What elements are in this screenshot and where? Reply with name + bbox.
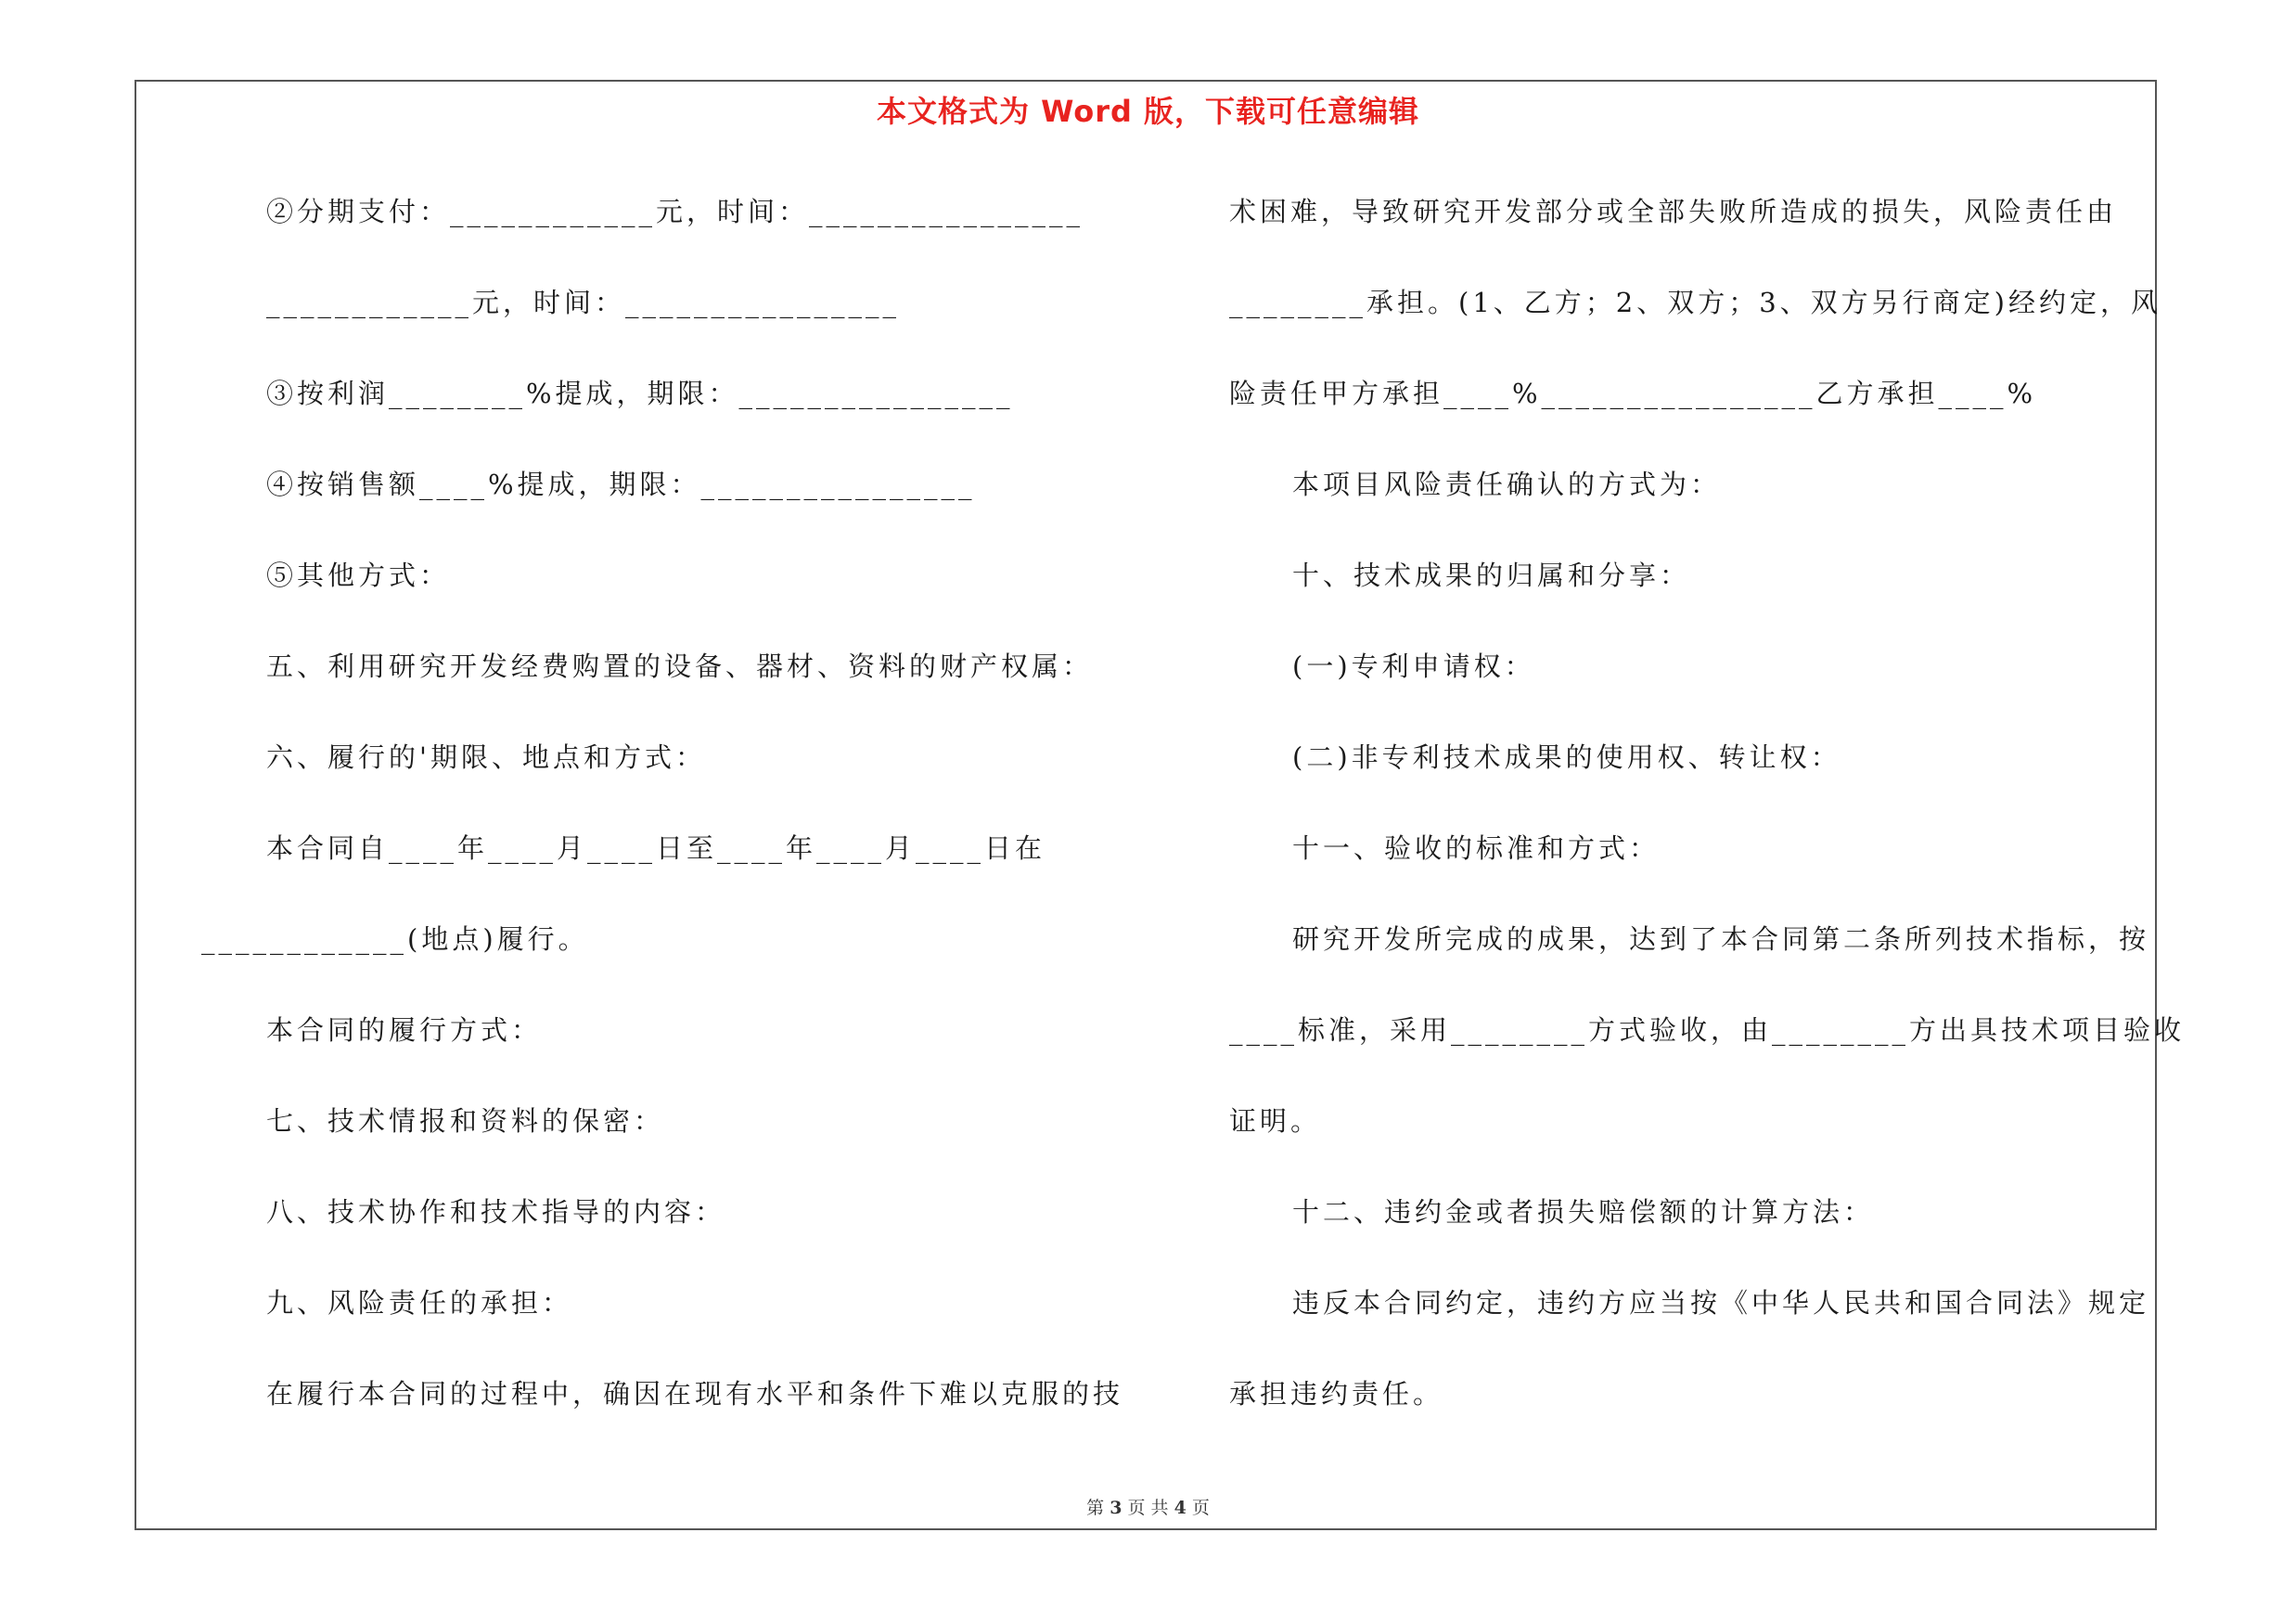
left-line-3: ③按利润________%提成，期限：________________ [266, 378, 1014, 409]
right-line-14: 承担违约责任。 [1229, 1378, 1444, 1410]
left-line-9: ____________(地点)履行。 [201, 923, 589, 955]
left-line-8: 本合同自____年____月____日至____年____月____日在 [266, 832, 1046, 864]
left-line-1: ②分期支付：____________元，时间：________________ [266, 196, 1084, 227]
total-pages: 4 [1174, 1498, 1186, 1518]
right-line-10: ____标准，采用________方式验收，由________方出具技术项目验收 [1229, 1014, 2186, 1046]
current-page: 3 [1110, 1498, 1122, 1518]
left-line-5: ⑤其他方式： [266, 560, 451, 591]
left-line-2: ____________元，时间：________________ [266, 287, 901, 318]
right-line-9: 研究开发所完成的成果，达到了本合同第二条所列技术指标，按 [1292, 923, 2150, 955]
page-suffix: 页 [1191, 1498, 1210, 1518]
right-line-12: 十二、违约金或者损失赔偿额的计算方法： [1292, 1196, 1875, 1228]
right-line-13: 违反本合同约定，违约方应当按《中华人民共和国合同法》规定 [1292, 1287, 2150, 1319]
left-line-7: 六、履行的'期限、地点和方式： [266, 741, 706, 773]
page-prefix: 第 [1086, 1498, 1105, 1518]
page-middle: 页 共 [1127, 1498, 1169, 1518]
right-line-3: 险责任甲方承担____%________________乙方承担____% [1229, 378, 2037, 409]
right-line-6: (一)专利申请权： [1292, 650, 1535, 682]
right-line-7: (二)非专利技术成果的使用权、转让权： [1292, 741, 1841, 773]
right-line-2: ________承担。(1、乙方；2、双方；3、双方另行商定)经约定，风 [1229, 287, 2161, 318]
right-line-5: 十、技术成果的归属和分享： [1292, 560, 1691, 591]
left-line-13: 九、风险责任的承担： [266, 1287, 573, 1319]
right-line-4: 本项目风险责任确认的方式为： [1292, 469, 1722, 500]
left-line-14: 在履行本合同的过程中，确因在现有水平和条件下难以克服的技 [266, 1378, 1124, 1410]
right-line-11: 证明。 [1229, 1105, 1322, 1137]
format-banner: 本文格式为 Word 版，下载可任意编辑 [876, 94, 1420, 129]
left-line-4: ④按销售额____%提成，期限：________________ [266, 469, 976, 500]
right-line-1: 术困难，导致研究开发部分或全部失败所造成的损失，风险责任由 [1229, 196, 2118, 227]
left-line-11: 七、技术情报和资料的保密： [266, 1105, 665, 1137]
page-number [0, 1494, 2296, 1519]
right-line-8: 十一、验收的标准和方式： [1292, 832, 1661, 864]
left-line-6: 五、利用研究开发经费购置的设备、器材、资料的财产权属： [266, 650, 1094, 682]
left-line-10: 本合同的履行方式： [266, 1014, 543, 1046]
left-line-12: 八、技术协作和技术指导的内容： [266, 1196, 726, 1228]
